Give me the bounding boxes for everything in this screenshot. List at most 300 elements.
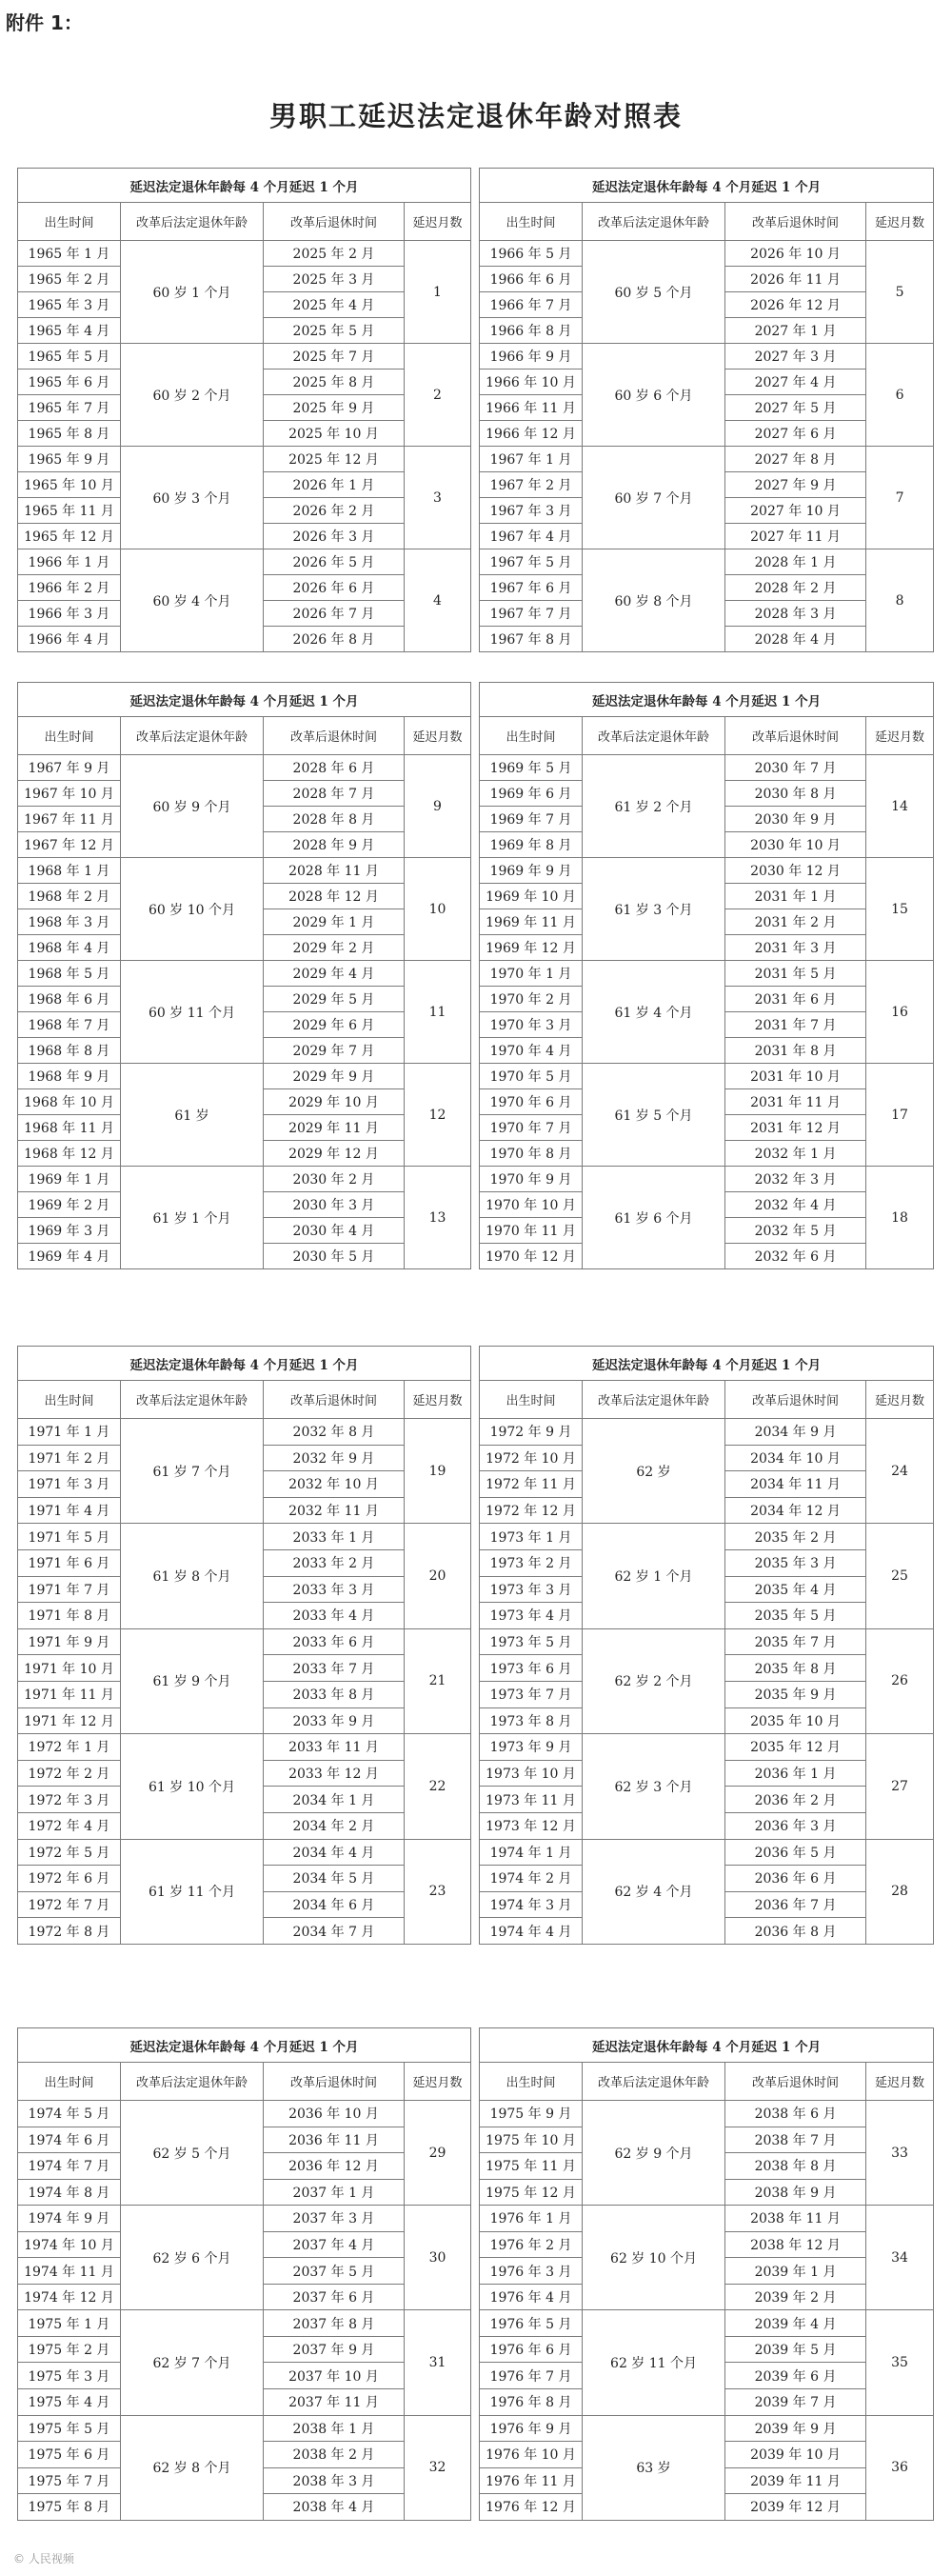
- column-gap: [471, 1603, 480, 1629]
- retirement-age-cell: 63 岁: [583, 2415, 725, 2520]
- birth-time-cell: 1975 年 7 月: [18, 2467, 121, 2494]
- birth-time-cell: 1973 年 3 月: [480, 1576, 583, 1603]
- delay-months-cell: 2: [405, 344, 471, 447]
- birth-time-cell: 1976 年 1 月: [480, 2206, 583, 2232]
- retirement-time-cell: 2031 年 7 月: [725, 1012, 866, 1038]
- table-row: [18, 549, 934, 575]
- retirement-time-cell: 2034 年 10 月: [725, 1445, 866, 1471]
- birth-time-cell: 1965 年 7 月: [18, 395, 121, 421]
- retirement-age-cell: 60 岁 4 个月: [121, 549, 264, 652]
- retirement-time-cell: 2037 年 1 月: [264, 2179, 405, 2206]
- birth-time-cell: 1974 年 8 月: [18, 2179, 121, 2206]
- retirement-time-cell: 2033 年 11 月: [264, 1734, 405, 1761]
- delay-months-cell: 11: [405, 961, 471, 1064]
- birth-time-cell: 1971 年 7 月: [18, 1576, 121, 1603]
- retirement-time-cell: 2035 年 12 月: [725, 1734, 866, 1761]
- birth-time-cell: 1973 年 10 月: [480, 1760, 583, 1787]
- table-row: [18, 2206, 934, 2232]
- delay-months-cell: 24: [866, 1419, 934, 1524]
- retirement-time-cell: 2038 年 8 月: [725, 2153, 866, 2180]
- column-gap: [471, 2336, 480, 2363]
- header-birth-time: 出生时间: [480, 2063, 583, 2101]
- retirement-time-cell: 2039 年 7 月: [725, 2389, 866, 2416]
- section-title: 延迟法定退休年龄每 4 个月延迟 1 个月: [480, 683, 934, 717]
- retirement-time-cell: 2034 年 6 月: [264, 1891, 405, 1918]
- column-gap: [471, 1655, 480, 1682]
- column-gap: [471, 1381, 480, 1419]
- column-gap: [471, 2310, 480, 2337]
- header-retirement-time: 改革后退休时间: [725, 203, 866, 241]
- birth-time-cell: 1965 年 3 月: [18, 292, 121, 318]
- column-gap: [471, 2206, 480, 2232]
- birth-time-cell: 1970 年 12 月: [480, 1244, 583, 1269]
- retirement-age-cell: 60 岁 3 个月: [121, 447, 264, 549]
- birth-time-cell: 1972 年 4 月: [18, 1812, 121, 1839]
- birth-time-cell: 1967 年 1 月: [480, 447, 583, 472]
- delay-months-cell: 21: [405, 1628, 471, 1733]
- retirement-time-cell: 2035 年 3 月: [725, 1549, 866, 1576]
- birth-time-cell: 1969 年 5 月: [480, 755, 583, 781]
- birth-time-cell: 1967 年 4 月: [480, 524, 583, 549]
- retirement-time-cell: 2032 年 3 月: [725, 1167, 866, 1192]
- birth-time-cell: 1967 年 3 月: [480, 498, 583, 524]
- retirement-age-cell: 62 岁 8 个月: [121, 2415, 264, 2520]
- birth-time-cell: 1971 年 6 月: [18, 1549, 121, 1576]
- column-gap: [471, 961, 480, 987]
- column-gap: [471, 1089, 480, 1115]
- column-gap: [471, 267, 480, 292]
- comparison-table: [17, 2027, 934, 2521]
- header-birth-time: 出生时间: [18, 1381, 121, 1419]
- comparison-table: [17, 168, 934, 652]
- table-row: [18, 858, 934, 884]
- delay-months-cell: 31: [405, 2310, 471, 2415]
- retirement-time-cell: 2034 年 12 月: [725, 1497, 866, 1524]
- birth-time-cell: 1976 年 9 月: [480, 2415, 583, 2442]
- birth-time-cell: 1973 年 11 月: [480, 1787, 583, 1813]
- retirement-time-cell: 2032 年 8 月: [264, 1419, 405, 1446]
- retirement-age-cell: 61 岁 6 个月: [583, 1167, 725, 1269]
- header-birth-time: 出生时间: [18, 717, 121, 755]
- birth-time-cell: 1967 年 12 月: [18, 832, 121, 858]
- section-title: 延迟法定退休年龄每 4 个月延迟 1 个月: [480, 169, 934, 203]
- delay-months-cell: 10: [405, 858, 471, 961]
- birth-time-cell: 1973 年 12 月: [480, 1812, 583, 1839]
- retirement-time-cell: 2029 年 11 月: [264, 1115, 405, 1141]
- delay-months-cell: 19: [405, 1419, 471, 1524]
- birth-time-cell: 1971 年 3 月: [18, 1471, 121, 1498]
- table-row: [18, 1167, 934, 1192]
- column-gap: [471, 1866, 480, 1892]
- retirement-time-cell: 2036 年 8 月: [725, 1918, 866, 1945]
- birth-time-cell: 1966 年 3 月: [18, 601, 121, 627]
- column-gap: [471, 1347, 480, 1381]
- birth-time-cell: 1975 年 6 月: [18, 2442, 121, 2468]
- retirement-time-cell: 2026 年 2 月: [264, 498, 405, 524]
- retirement-time-cell: 2033 年 2 月: [264, 1549, 405, 1576]
- birth-time-cell: 1974 年 5 月: [18, 2101, 121, 2127]
- birth-time-cell: 1972 年 9 月: [480, 1419, 583, 1446]
- retirement-time-cell: 2027 年 8 月: [725, 447, 866, 472]
- delay-months-cell: 30: [405, 2206, 471, 2310]
- retirement-time-cell: 2029 年 12 月: [264, 1141, 405, 1167]
- header-retirement-time: 改革后退休时间: [725, 1381, 866, 1419]
- section-title: 延迟法定退休年龄每 4 个月延迟 1 个月: [18, 169, 471, 203]
- retirement-time-cell: 2027 年 9 月: [725, 472, 866, 498]
- column-gap: [471, 395, 480, 421]
- birth-time-cell: 1971 年 11 月: [18, 1681, 121, 1707]
- birth-time-cell: 1965 年 1 月: [18, 241, 121, 267]
- watermark: © 人民视频: [13, 2552, 74, 2566]
- header-retirement-time: 改革后退休时间: [264, 2063, 405, 2101]
- header-retirement-age: 改革后法定退休年龄: [121, 203, 264, 241]
- retirement-time-cell: 2039 年 2 月: [725, 2284, 866, 2310]
- column-gap: [471, 909, 480, 935]
- table-row: [18, 2415, 934, 2442]
- retirement-time-cell: 2025 年 9 月: [264, 395, 405, 421]
- column-gap: [471, 203, 480, 241]
- birth-time-cell: 1976 年 4 月: [480, 2284, 583, 2310]
- retirement-time-cell: 2033 年 12 月: [264, 1760, 405, 1787]
- retirement-time-cell: 2035 年 7 月: [725, 1628, 866, 1655]
- birth-time-cell: 1974 年 12 月: [18, 2284, 121, 2310]
- column-gap: [471, 1918, 480, 1945]
- birth-time-cell: 1969 年 12 月: [480, 935, 583, 961]
- delay-months-cell: 16: [866, 961, 934, 1064]
- retirement-time-cell: 2035 年 5 月: [725, 1603, 866, 1629]
- retirement-time-cell: 2026 年 6 月: [264, 575, 405, 601]
- birth-time-cell: 1971 年 8 月: [18, 1603, 121, 1629]
- retirement-time-cell: 2026 年 10 月: [725, 241, 866, 267]
- birth-time-cell: 1965 年 10 月: [18, 472, 121, 498]
- delay-months-cell: 7: [866, 447, 934, 549]
- retirement-time-cell: 2038 年 4 月: [264, 2494, 405, 2521]
- retirement-age-cell: 60 岁 5 个月: [583, 241, 725, 344]
- birth-time-cell: 1976 年 6 月: [480, 2336, 583, 2363]
- birth-time-cell: 1975 年 8 月: [18, 2494, 121, 2521]
- column-gap: [471, 1628, 480, 1655]
- retirement-time-cell: 2025 年 10 月: [264, 421, 405, 447]
- retirement-time-cell: 2029 年 10 月: [264, 1089, 405, 1115]
- column-gap: [471, 524, 480, 549]
- column-gap: [471, 2467, 480, 2494]
- retirement-time-cell: 2039 年 5 月: [725, 2336, 866, 2363]
- retirement-age-cell: 60 岁 11 个月: [121, 961, 264, 1064]
- retirement-time-cell: 2031 年 3 月: [725, 935, 866, 961]
- column-gap: [471, 421, 480, 447]
- retirement-time-cell: 2036 年 12 月: [264, 2153, 405, 2180]
- retirement-time-cell: 2026 年 12 月: [725, 292, 866, 318]
- section-title: 延迟法定退休年龄每 4 个月延迟 1 个月: [18, 2028, 471, 2063]
- retirement-age-cell: 61 岁 2 个月: [583, 755, 725, 858]
- retirement-time-cell: 2027 年 10 月: [725, 498, 866, 524]
- birth-time-cell: 1965 年 11 月: [18, 498, 121, 524]
- retirement-time-cell: 2039 年 11 月: [725, 2467, 866, 2494]
- birth-time-cell: 1974 年 1 月: [480, 1839, 583, 1866]
- delay-months-cell: 23: [405, 1839, 471, 1944]
- birth-time-cell: 1973 年 7 月: [480, 1681, 583, 1707]
- retirement-time-cell: 2031 年 1 月: [725, 884, 866, 909]
- retirement-age-cell: 61 岁 4 个月: [583, 961, 725, 1064]
- delay-months-cell: 20: [405, 1524, 471, 1628]
- birth-time-cell: 1966 年 11 月: [480, 395, 583, 421]
- birth-time-cell: 1969 年 2 月: [18, 1192, 121, 1218]
- retirement-time-cell: 2027 年 3 月: [725, 344, 866, 369]
- table-row: [18, 344, 934, 369]
- retirement-time-cell: 2025 年 4 月: [264, 292, 405, 318]
- retirement-time-cell: 2028 年 11 月: [264, 858, 405, 884]
- birth-time-cell: 1968 年 8 月: [18, 1038, 121, 1064]
- comparison-table: [17, 1346, 934, 1945]
- birth-time-cell: 1969 年 4 月: [18, 1244, 121, 1269]
- retirement-time-cell: 2030 年 9 月: [725, 807, 866, 832]
- header-retirement-time: 改革后退休时间: [264, 203, 405, 241]
- column-gap: [471, 2127, 480, 2153]
- retirement-time-cell: 2025 年 5 月: [264, 318, 405, 344]
- birth-time-cell: 1973 年 6 月: [480, 1655, 583, 1682]
- retirement-time-cell: 2028 年 6 月: [264, 755, 405, 781]
- retirement-time-cell: 2027 年 6 月: [725, 421, 866, 447]
- retirement-time-cell: 2034 年 7 月: [264, 1918, 405, 1945]
- retirement-age-cell: 61 岁 11 个月: [121, 1839, 264, 1944]
- header-delay-months: 延迟月数: [866, 2063, 934, 2101]
- table-row: [18, 1524, 934, 1550]
- section-title: 延迟法定退休年龄每 4 个月延迟 1 个月: [18, 683, 471, 717]
- table-row: [18, 2101, 934, 2127]
- column-gap: [471, 858, 480, 884]
- header-retirement-age: 改革后法定退休年龄: [583, 203, 725, 241]
- retirement-time-cell: 2036 年 2 月: [725, 1787, 866, 1813]
- column-gap: [471, 369, 480, 395]
- birth-time-cell: 1968 年 10 月: [18, 1089, 121, 1115]
- retirement-time-cell: 2030 年 7 月: [725, 755, 866, 781]
- header-birth-time: 出生时间: [480, 717, 583, 755]
- retirement-age-cell: 60 岁 2 个月: [121, 344, 264, 447]
- retirement-age-cell: 62 岁 6 个月: [121, 2206, 264, 2310]
- delay-months-cell: 8: [866, 549, 934, 652]
- birth-time-cell: 1966 年 7 月: [480, 292, 583, 318]
- birth-time-cell: 1970 年 9 月: [480, 1167, 583, 1192]
- retirement-time-cell: 2033 年 4 月: [264, 1603, 405, 1629]
- column-gap: [471, 447, 480, 472]
- birth-time-cell: 1975 年 1 月: [18, 2310, 121, 2337]
- birth-time-cell: 1965 年 5 月: [18, 344, 121, 369]
- retirement-time-cell: 2030 年 8 月: [725, 781, 866, 807]
- table-row: [18, 961, 934, 987]
- birth-time-cell: 1970 年 3 月: [480, 1012, 583, 1038]
- retirement-time-cell: 2031 年 8 月: [725, 1038, 866, 1064]
- birth-time-cell: 1974 年 10 月: [18, 2231, 121, 2258]
- column-gap: [471, 2494, 480, 2521]
- retirement-time-cell: 2035 年 4 月: [725, 1576, 866, 1603]
- birth-time-cell: 1965 年 2 月: [18, 267, 121, 292]
- birth-time-cell: 1967 年 9 月: [18, 755, 121, 781]
- header-delay-months: 延迟月数: [866, 1381, 934, 1419]
- retirement-age-cell: 62 岁 10 个月: [583, 2206, 725, 2310]
- retirement-time-cell: 2031 年 12 月: [725, 1115, 866, 1141]
- birth-time-cell: 1970 年 8 月: [480, 1141, 583, 1167]
- header-delay-months: 延迟月数: [405, 717, 471, 755]
- header-delay-months: 延迟月数: [405, 1381, 471, 1419]
- retirement-time-cell: 2036 年 5 月: [725, 1839, 866, 1866]
- retirement-age-cell: 60 岁 6 个月: [583, 344, 725, 447]
- birth-time-cell: 1972 年 1 月: [18, 1734, 121, 1761]
- retirement-age-cell: 60 岁 8 个月: [583, 549, 725, 652]
- birth-time-cell: 1974 年 4 月: [480, 1918, 583, 1945]
- birth-time-cell: 1969 年 10 月: [480, 884, 583, 909]
- retirement-time-cell: 2029 年 6 月: [264, 1012, 405, 1038]
- birth-time-cell: 1975 年 11 月: [480, 2153, 583, 2180]
- birth-time-cell: 1966 年 9 月: [480, 344, 583, 369]
- retirement-time-cell: 2033 年 9 月: [264, 1707, 405, 1734]
- retirement-time-cell: 2026 年 11 月: [725, 267, 866, 292]
- retirement-time-cell: 2038 年 6 月: [725, 2101, 866, 2127]
- retirement-age-cell: 62 岁 9 个月: [583, 2101, 725, 2206]
- birth-time-cell: 1970 年 4 月: [480, 1038, 583, 1064]
- retirement-time-cell: 2027 年 4 月: [725, 369, 866, 395]
- column-gap: [471, 1734, 480, 1761]
- birth-time-cell: 1972 年 2 月: [18, 1760, 121, 1787]
- retirement-time-cell: 2037 年 11 月: [264, 2389, 405, 2416]
- birth-time-cell: 1976 年 11 月: [480, 2467, 583, 2494]
- retirement-time-cell: 2034 年 11 月: [725, 1471, 866, 1498]
- column-gap: [471, 2258, 480, 2285]
- retirement-time-cell: 2026 年 1 月: [264, 472, 405, 498]
- birth-time-cell: 1974 年 3 月: [480, 1891, 583, 1918]
- header-retirement-age: 改革后法定退休年龄: [583, 1381, 725, 1419]
- header-retirement-time: 改革后退休时间: [725, 717, 866, 755]
- page-title: 男职工延迟法定退休年龄对照表: [268, 100, 683, 132]
- column-gap: [471, 344, 480, 369]
- birth-time-cell: 1968 年 2 月: [18, 884, 121, 909]
- retirement-time-cell: 2034 年 4 月: [264, 1839, 405, 1866]
- column-gap: [471, 1064, 480, 1089]
- column-gap: [471, 1038, 480, 1064]
- delay-months-cell: 25: [866, 1524, 934, 1628]
- delay-months-cell: 1: [405, 241, 471, 344]
- column-gap: [471, 2363, 480, 2389]
- birth-time-cell: 1972 年 11 月: [480, 1471, 583, 1498]
- retirement-time-cell: 2037 年 5 月: [264, 2258, 405, 2285]
- header-birth-time: 出生时间: [18, 2063, 121, 2101]
- birth-time-cell: 1976 年 12 月: [480, 2494, 583, 2521]
- birth-time-cell: 1968 年 11 月: [18, 1115, 121, 1141]
- retirement-time-cell: 2034 年 2 月: [264, 1812, 405, 1839]
- column-gap: [471, 1524, 480, 1550]
- birth-time-cell: 1967 年 7 月: [480, 601, 583, 627]
- section-title: 延迟法定退休年龄每 4 个月延迟 1 个月: [480, 2028, 934, 2063]
- header-retirement-age: 改革后法定退休年龄: [583, 717, 725, 755]
- birth-time-cell: 1970 年 5 月: [480, 1064, 583, 1089]
- retirement-age-cell: 60 岁 7 个月: [583, 447, 725, 549]
- delay-months-cell: 36: [866, 2415, 934, 2520]
- birth-time-cell: 1970 年 2 月: [480, 987, 583, 1012]
- retirement-time-cell: 2030 年 4 月: [264, 1218, 405, 1244]
- retirement-age-cell: 61 岁 3 个月: [583, 858, 725, 961]
- column-gap: [471, 1244, 480, 1269]
- retirement-time-cell: 2032 年 11 月: [264, 1497, 405, 1524]
- retirement-time-cell: 2035 年 10 月: [725, 1707, 866, 1734]
- retirement-time-cell: 2038 年 3 月: [264, 2467, 405, 2494]
- column-gap: [471, 241, 480, 267]
- retirement-time-cell: 2028 年 12 月: [264, 884, 405, 909]
- column-gap: [471, 1681, 480, 1707]
- birth-time-cell: 1972 年 5 月: [18, 1839, 121, 1866]
- header-retirement-time: 改革后退休时间: [264, 717, 405, 755]
- retirement-time-cell: 2035 年 2 月: [725, 1524, 866, 1550]
- birth-time-cell: 1976 年 7 月: [480, 2363, 583, 2389]
- column-gap: [471, 1839, 480, 1866]
- table-row: [18, 1064, 934, 1089]
- birth-time-cell: 1971 年 1 月: [18, 1419, 121, 1446]
- header-birth-time: 出生时间: [18, 203, 121, 241]
- column-gap: [471, 2231, 480, 2258]
- delay-months-cell: 35: [866, 2310, 934, 2415]
- column-gap: [471, 549, 480, 575]
- birth-time-cell: 1966 年 2 月: [18, 575, 121, 601]
- header-delay-months: 延迟月数: [405, 203, 471, 241]
- column-gap: [471, 1707, 480, 1734]
- birth-time-cell: 1971 年 12 月: [18, 1707, 121, 1734]
- retirement-time-cell: 2038 年 7 月: [725, 2127, 866, 2153]
- retirement-time-cell: 2032 年 10 月: [264, 1471, 405, 1498]
- birth-time-cell: 1973 年 9 月: [480, 1734, 583, 1761]
- birth-time-cell: 1970 年 10 月: [480, 1192, 583, 1218]
- retirement-time-cell: 2028 年 9 月: [264, 832, 405, 858]
- birth-time-cell: 1972 年 3 月: [18, 1787, 121, 1813]
- column-gap: [471, 1891, 480, 1918]
- birth-time-cell: 1975 年 12 月: [480, 2179, 583, 2206]
- delay-months-cell: 6: [866, 344, 934, 447]
- retirement-time-cell: 2030 年 12 月: [725, 858, 866, 884]
- birth-time-cell: 1968 年 4 月: [18, 935, 121, 961]
- column-gap: [471, 627, 480, 652]
- birth-time-cell: 1975 年 3 月: [18, 2363, 121, 2389]
- birth-time-cell: 1966 年 12 月: [480, 421, 583, 447]
- delay-months-cell: 14: [866, 755, 934, 858]
- birth-time-cell: 1967 年 10 月: [18, 781, 121, 807]
- birth-time-cell: 1971 年 10 月: [18, 1655, 121, 1682]
- delay-months-cell: 13: [405, 1167, 471, 1269]
- retirement-age-cell: 61 岁 7 个月: [121, 1419, 264, 1524]
- birth-time-cell: 1971 年 2 月: [18, 1445, 121, 1471]
- header-retirement-time: 改革后退休时间: [725, 2063, 866, 2101]
- birth-time-cell: 1974 年 6 月: [18, 2127, 121, 2153]
- column-gap: [471, 683, 480, 717]
- birth-time-cell: 1968 年 7 月: [18, 1012, 121, 1038]
- retirement-time-cell: 2025 年 3 月: [264, 267, 405, 292]
- delay-months-cell: 26: [866, 1628, 934, 1733]
- table-row: [18, 1628, 934, 1655]
- birth-time-cell: 1968 年 6 月: [18, 987, 121, 1012]
- retirement-time-cell: 2039 年 10 月: [725, 2442, 866, 2468]
- birth-time-cell: 1970 年 1 月: [480, 961, 583, 987]
- retirement-age-cell: 62 岁 5 个月: [121, 2101, 264, 2206]
- retirement-time-cell: 2039 年 12 月: [725, 2494, 866, 2521]
- column-gap: [471, 1445, 480, 1471]
- birth-time-cell: 1972 年 7 月: [18, 1891, 121, 1918]
- retirement-time-cell: 2025 年 8 月: [264, 369, 405, 395]
- column-gap: [471, 1192, 480, 1218]
- birth-time-cell: 1966 年 1 月: [18, 549, 121, 575]
- retirement-age-cell: 61 岁 1 个月: [121, 1167, 264, 1269]
- birth-time-cell: 1967 年 5 月: [480, 549, 583, 575]
- delay-months-cell: 9: [405, 755, 471, 858]
- column-gap: [471, 2284, 480, 2310]
- column-gap: [471, 884, 480, 909]
- retirement-time-cell: 2029 年 2 月: [264, 935, 405, 961]
- birth-time-cell: 1976 年 10 月: [480, 2442, 583, 2468]
